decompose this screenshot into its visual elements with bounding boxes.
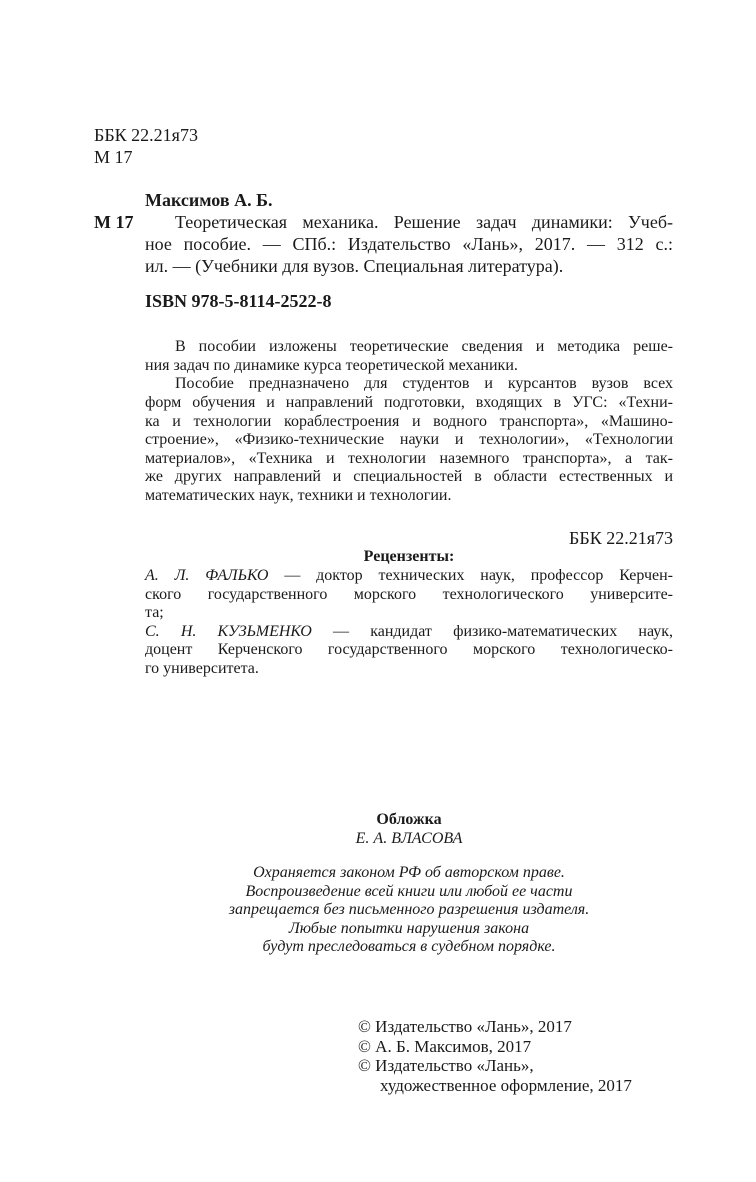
catalog-mark: М 17	[94, 212, 134, 232]
notice-line-5: будут преследоваться в судебном порядке.	[262, 938, 556, 955]
catalog-desc-line-2: ное пособие. — СПб.: Издательство «Лань», 2017. — 312 с.:	[145, 234, 673, 254]
notice-line-2: Воспроизведение всей книги или любой ее части	[245, 883, 573, 900]
copyright-4: художественное оформление, 2017	[380, 1076, 632, 1095]
abstract-line-9: математических наук, техники и технологии.	[145, 487, 452, 504]
cover-designer: Е. А. ВЛАСОВА	[355, 830, 463, 847]
reviewer-1-line-3: та;	[145, 604, 164, 621]
copyright-3: © Издательство «Лань»,	[358, 1056, 534, 1075]
copyright-1: © Издательство «Лань», 2017	[358, 1017, 572, 1036]
reviewers-title: Рецензенты:	[363, 548, 455, 565]
abstract-line-4: форм обучения и направлений подготовки, входящих в УГС: «Техни-	[145, 394, 673, 411]
reviewer-1-name: А. Л. ФАЛЬКО	[145, 567, 269, 584]
reviewer-1-text: — доктор технических наук, профессор Керчен-	[268, 567, 673, 584]
author-mark: М 17	[94, 147, 133, 167]
copyright-2: © А. Б. Максимов, 2017	[358, 1037, 532, 1056]
reviewer-2-line-1	[145, 623, 673, 641]
catalog-desc-line-3: ил. — (Учебники для вузов. Специальная литература).	[145, 256, 564, 276]
reviewer-2-line-3: го университета.	[145, 660, 259, 677]
isbn: ISBN 978-5-8114-2522-8	[145, 291, 332, 311]
bbk-right: ББК 22.21я73	[569, 528, 673, 548]
abstract-line-1: В пособии изложены теоретические сведения и методика реше-	[175, 338, 673, 355]
reviewer-2-text: — кандидат физико-математических наук,	[311, 623, 673, 640]
reviewer-1-line-1	[145, 567, 673, 585]
cover-title: Обложка	[376, 811, 442, 828]
notice-line-1: Охраняется законом РФ об авторском праве.	[253, 864, 565, 881]
bbk-code: ББК 22.21я73	[94, 125, 198, 145]
reviewer-1-line-2: ского государственного морского технологического университе-	[145, 586, 673, 603]
notice-line-4: Любые попытки нарушения закона	[288, 920, 530, 937]
notice-line-3: запрещается без письменного разрешения издателя.	[228, 901, 590, 918]
author-name: Максимов А. Б.	[145, 190, 273, 210]
reviewer-2-name: С. Н. КУЗЬМЕНКО	[145, 623, 312, 640]
abstract-line-8: же других направлений и специальностей в области естественных и	[145, 468, 673, 485]
abstract-line-5: ка и технологии кораблестроения и водного транспорта», «Машино-	[145, 413, 673, 430]
abstract-line-7: материалов», «Техника и технологии наземного транспорта», а так-	[145, 450, 673, 467]
reviewer-2-line-2: доцент Керченского государственного морского технологическо-	[145, 641, 673, 658]
abstract-line-3: Пособие предназначено для студентов и курсантов вузов всех	[175, 375, 673, 392]
catalog-desc-line-1: Теоретическая механика. Решение задач динамики: Учеб-	[175, 212, 673, 232]
abstract-line-2: ния задач по динамике курса теоретической механики.	[145, 357, 518, 374]
abstract-line-6: строение», «Физико-технические науки и технологии», «Технологии	[145, 431, 673, 448]
